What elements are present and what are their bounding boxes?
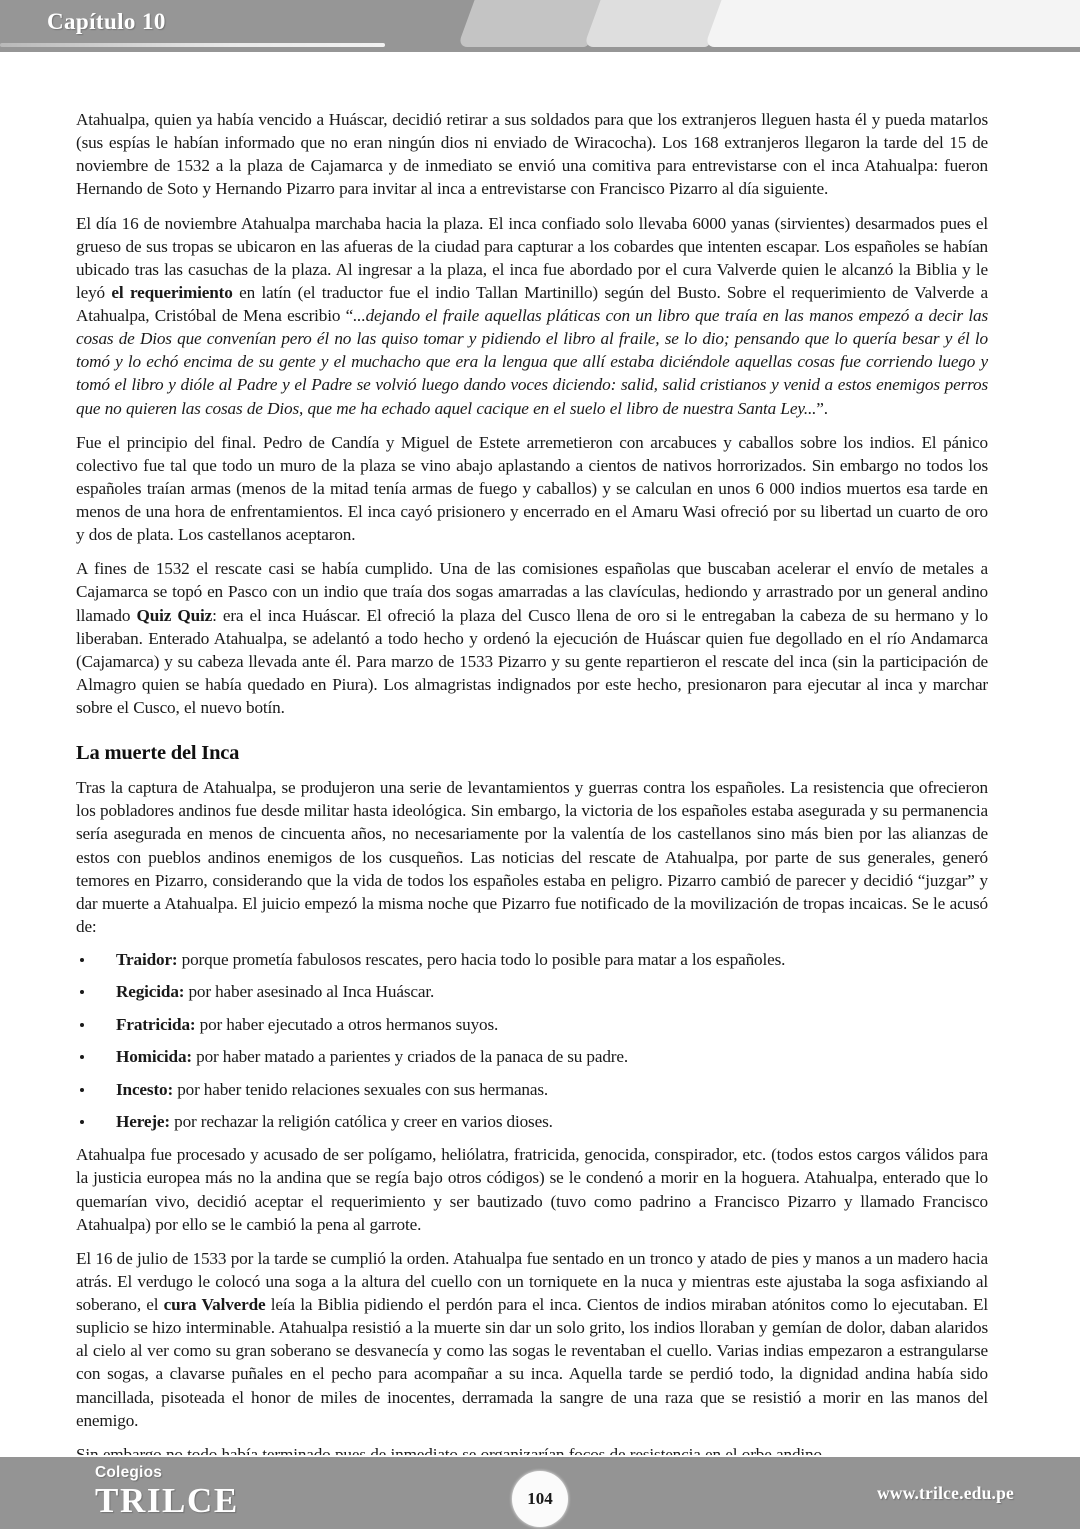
list-item [76,1014,988,1037]
list-item [76,1111,988,1134]
page-number-badge [512,1471,568,1527]
bullet-icon [80,958,84,962]
page-content-area [0,52,1080,1455]
paragraph-text: Atahualpa, quien ya había vencido a Huáscar, decidió retirar a sus soldados para que los extranjeros lleguen hasta él y pueda matarlos (sus espías le habían informado que no eran ningún dios ni enviado de Wiracocha). Los 168 extranjeros llegaron la tarde del 15 de noviembre de 1532 a la plaza de Cajamarca y de inmediato se envió una comitiva para entrevistarse con el inca Atahualpa: fueron Hernando de Soto y Hernando Pizarro para invitar al inca a entrevistarse con Francisco Pizarro al día siguiente. [76,110,988,199]
paragraph-text: El 16 de julio de 1533 por la tarde se cumplió la orden. Atahualpa fue sentado en un tronco y atado de pies y manos a un madero hacia atrás. El verdugo le colocó una soga a la altura del cuello con un torniquete en la nuca y mientras este ajustaba la soga asfixiando al soberano, el [76,1248,988,1314]
bullet-icon [80,1120,84,1124]
header-accent-shape-dark [457,0,604,47]
bullet-icon [80,1088,84,1092]
paragraph-text: A fines de 1532 el rescate casi se había cumplido. Una de las comisiones españolas que buscaban acelerar el envío de metales a Cajamarca se topó en Pasco con un indio que traía dos sogas amarradas a las clavículas, hediondo y arrastrado por un general andino llamado [76,559,988,625]
paragraph [76,776,988,938]
paragraph [76,1247,988,1432]
list-item-description: por haber tenido relaciones sexuales con sus hermanas. [173,1079,549,1099]
brand-logo [95,1465,239,1518]
list-item-term: Regicida: [116,982,185,1002]
paragraph [76,108,988,201]
list-item-term: Hereje: [116,1111,170,1131]
list-item-term: Incesto: [116,1079,174,1099]
paragraph-text: en latín (el traductor fue el indio Tallan Martinillo) según del Busto. Sobre el requerimiento de Valverde a Atahualpa, Cristóbal de Mena escribio “ [76,282,988,325]
list-item-description: porque prometía fabulosos rescates, pero hacia todo lo posible para matar a los españoles. [177,950,786,969]
paragraph-text: : era el inca Huáscar. El ofreció la plaza del Cusco llena de oro si le entregaban la cabeza de su hermano y lo liberaban. Enterado Atahualpa, se adelantó a todo hecho y ordenó la ejecución de Huáscar quien fue degollado en el río Andamarca (Cajamarca) y su cabeza llevada ante él. Para marzo de 1533 Pizarro y su gente repartieron el rescate del inca (sin la participación de Almagro quien se había quedado en Piura). Los almagristas indignados por este hecho, presionaron para ejecutar al inca y marchar sobre el Cusco, el nuevo botín. [76,605,988,717]
paragraph-text: Tras la captura de Atahualpa, se produjeron una serie de levantamientos y guerras contra los españoles. La resistencia que ofrecieron los pobladores andinos fue desde militar hasta ideológica. Sin embargo, la victoria de los españoles estaba asegurada y su permanencia sería asegurada en menos de cincuenta años, no necesariamente por la valentía de los castellanos sino más bien por las alianzas de estos con pueblos andinos enemigos de los cusqueños. Las noticias del rescate de Atahualpa, por parte de sus generales, generó temores en Pizarro, considerando que la vida de todos los españoles estaba en peligro. Pizarro cambió de parecer y decidió “juzgar” y dar muerte a Atahualpa. El juicio empezó la misma noche que Pizarro fue notificado de la movilización de tropas incaicas. Se le acusó de: [76,778,988,936]
paragraph-text: El día 16 de noviembre Atahualpa marchaba hacia la plaza. El inca confiado solo llevaba 6000 yanas (sirvientes) desarmados pues el grueso de sus tropas se ubicaron en las afueras de la ciudad para capturar a los cobardes que intenten escapar. Los españoles se habían ubicado tras las casuchas de la plaza. Al ingresar a la plaza, el inca fue abordado por el cura Valverde quien le alcanzó la Biblia y le leyó [76,213,988,302]
header-accent-shape-mid [583,0,725,47]
list-item [76,949,988,972]
brand-logo-title: TRILCE [95,1480,239,1520]
paragraph-text: Fue el principio del final. Pedro de Candía y Miguel de Estete arremetieron con arcabuces y caballos sobre los indios. El pánico colectivo fue tal que todo un muro de la plaza se vino abajo aplastando a cientos de nativos horrorizados. Sin embargo no todos los españoles traían armas (menos de la mitad tenía armas de fuego y caballos) y se calculan en unos 6 000 indios muertos esa tarde en menos de una hora de enfrentamientos. El inca cayó prisionero y encerrado en el Amaru Wasi ofreció por su libertad un cuarto de oro y dos de plata. Los castellanos aceptaron. [76,432,988,545]
paragraph-text: leía la Biblia pidiendo el perdón para el inca. Cientos de indios miraban atónitos como lo ejecutaban. El suplicio se hizo interminable. Atahualpa resistió a la muerte sin dar un solo grito, los indios lloraban y gemían de dolor, daban alaridos al cielo al ver como su gran soberano se desvanecía y como las sogas le reventaban el cuello. Varias indias empezaron a estrangularse con sogas, a clavarse puñales en el pecho para acompañar a su inca. Aquella tarde se perdió todo, la dignidad andina había sido mancillada, pisoteada el honor de miles de inocentes, derramada la sangre de una raza que se resistió a morir en las manos del enemigo. [76,1295,988,1430]
list-item-description: por haber ejecutado a otros hermanos suyos. [195,1014,499,1034]
brand-logo-subtitle: Colegios [95,1464,163,1481]
list-item [76,1079,988,1102]
bullet-icon [80,990,84,994]
section-heading: La muerte del Inca [76,742,240,765]
list-item-term: Homicida: [116,1047,192,1067]
list-item-description: por haber matado a parientes y criados de la panaca de su padre. [192,1047,628,1067]
page-header [0,0,1080,52]
list-item-term: Fratricida: [116,1014,196,1034]
chapter-label: Capítulo 10 [47,9,166,34]
header-underline-rule [0,43,385,47]
quotation-text: ...dejando el fraile aquellas pláticas con un libro que traía en las manos empezó a decir las cosas de Dios que convenían pero él no las quiso tomar y pidiendo el libro al fraile, se lo dio; pensando que lo quería besar y él lo tomó y lo echó encima de su gente y el muchacho que era la lengua que allí estaba diciéndole aquellas cosas fue corriendo luego y tomó el libro y dióle al Padre y el Padre se volvió luego dando voces diciendo: salid, salid cristianos y venid a estos enemigos perros que no quieren las cosas de Dios, que me ha echado aquel cacique en el suelo el libro de nuestra Santa Ley... [76,306,988,418]
list-item-term: Traidor: [116,950,178,969]
header-accent-shape-light [704,0,1080,47]
website-url: www.trilce.edu.pe [876,1483,1014,1503]
text-column [76,108,988,1466]
emphasis-term: el requerimiento [111,282,233,302]
paragraph-text: ”. [816,398,828,418]
list-item [76,1046,988,1069]
paragraph-text: Atahualpa fue procesado y acusado de ser polígamo, heliólatra, fratricida, genocida, conspirador, etc. (todos estos cargos válidos para la justicia europea más no la andina que se regía bajo otros códigos) se le condenó a morir en la hoguera. Atahualpa, enterado que lo quemarían vivo, decidió aceptar el requerimiento y ser bautizado (tuvo como padrino a Francisco Pizarro y llamado Francisco Atahualpa) por ello se le cambió la pena al garrote. [76,1145,988,1234]
paragraph [76,557,988,719]
bullet-icon [80,1023,84,1027]
emphasis-term: cura Valverde [163,1295,266,1314]
list-item-description: por haber asesinado al Inca Huáscar. [184,982,435,1002]
emphasis-term: Quiz Quiz [136,605,213,625]
paragraph [76,1143,988,1236]
paragraph [76,212,988,420]
paragraph [76,431,988,547]
list-item-description: por rechazar la religión católica y creer en varios dioses. [169,1111,553,1131]
accusation-list [76,949,988,1134]
list-item [76,981,988,1004]
page-number: 104 [527,1489,553,1508]
bullet-icon [80,1055,84,1059]
